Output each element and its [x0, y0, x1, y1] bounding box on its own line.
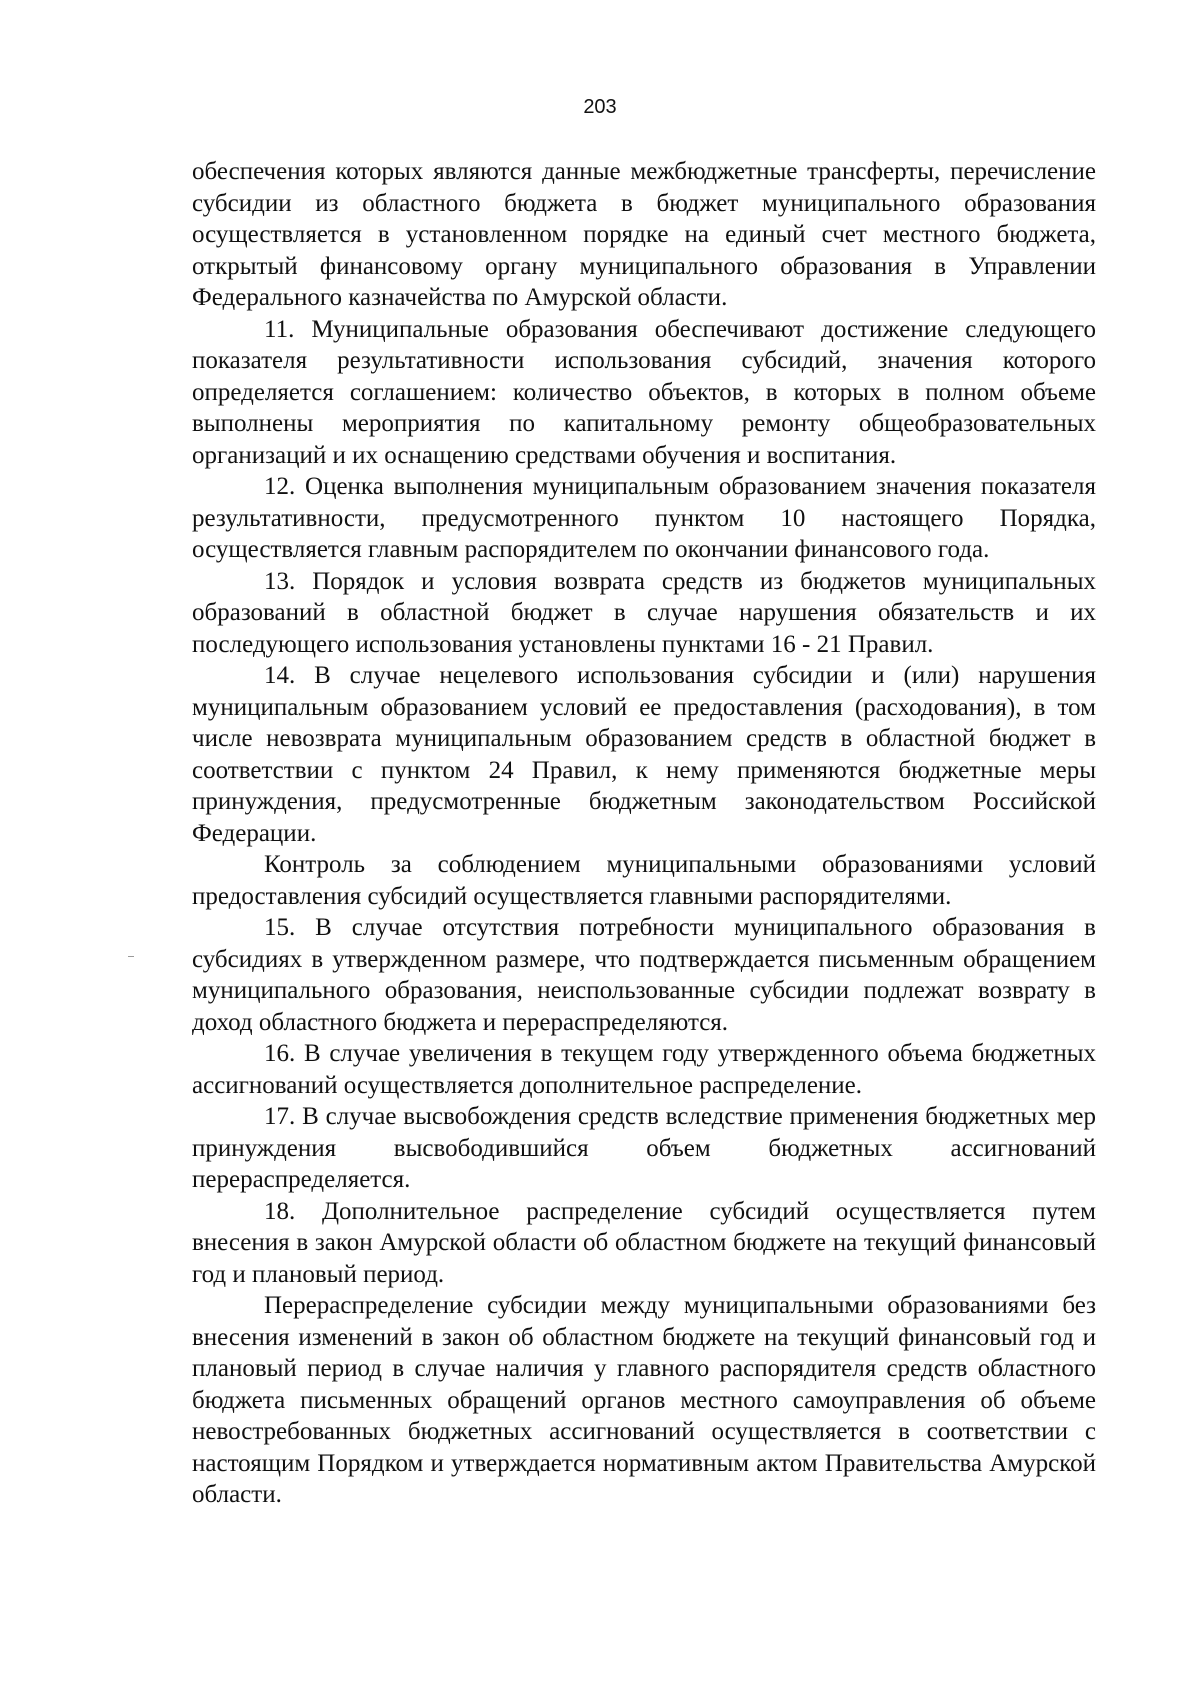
scan-margin-mark — [128, 956, 134, 957]
page-number: 203 — [583, 96, 617, 118]
paragraph-redistribution: Перераспределение субсидии между муниципальными образованиями без внесения изменений в закон об областном бюджете на текущий финансовый год и плановый период в случае наличия у главного распорядителя средств областного бюджета письменных обращений органов местного самоуправления об объеме невостребованных бюджетных ассигнований осуществляется в соответствии с настоящим Порядком и утверждается нормативным актом Правительства Амурской области. — [192, 1292, 1096, 1508]
paragraph-item-12: 12. Оценка выполнения муниципальным образованием значения показателя результативности, предусмотренного пунктом 10 настоящего Порядка, осуществляется главным распорядителем по окончании финансового года. — [192, 473, 1096, 563]
paragraph-item-16: 16. В случае увеличения в текущем году утвержденного объема бюджетных ассигнований осуществляется дополнительное распределение. — [192, 1040, 1096, 1099]
paragraph-item-15: 15. В случае отсутствия потребности муниципального образования в субсидиях в утвержденном размере, что подтверждается письменным обращением муниципального образования, неиспользованные субсидии подлежат возврату в доход областного бюджета и перераспределяются. — [192, 914, 1096, 1036]
paragraph-item-17: 17. В случае высвобождения средств вследствие применения бюджетных мер принуждения высвободившийся объем бюджетных ассигнований перераспределяется. — [192, 1103, 1096, 1193]
paragraph-continuation: обеспечения которых являются данные межбюджетные трансферты, перечисление субсидии из областного бюджета в бюджет муниципального образования осуществляется в установленном порядке на единый счет местного бюджета, открытый финансовому органу муниципального образования в Управлении Федерального казначейства по Амурской области. — [192, 158, 1096, 311]
paragraph-item-18: 18. Дополнительное распределение субсидий осуществляется путем внесения в закон Амурской области об областном бюджете на текущий финансовый год и плановый период. — [192, 1197, 1096, 1288]
document-body — [192, 156, 1096, 1511]
paragraph-control: Контроль за соблюдением муниципальными образованиями условий предоставления субсидий осуществляется главными распорядителями. — [192, 851, 1096, 910]
paragraph-item-11: 11. Муниципальные образования обеспечивают достижение следующего показателя результативности использования субсидий, значения которого определяется соглашением: количество объектов, в которых в полном объеме выполнены мероприятия по капитальному ремонту общеобразовательных организаций и их оснащению средствами обучения и воспитания. — [192, 315, 1096, 469]
paragraph-item-13: 13. Порядок и условия возврата средств из бюджетов муниципальных образований в областной бюджет в случае нарушения обязательств и их последующего использования установлены пунктами 16 - 21 Правил. — [192, 567, 1096, 658]
paragraph-item-14: 14. В случае нецелевого использования субсидии и (или) нарушения муниципальным образованием условий ее предоставления (расходования), в том числе невозврата муниципальным образованием средств в областной бюджет в соответствии с пунктом 24 Правил, к нему применяются бюджетные меры принуждения, предусмотренные бюджетным законодательством Российской Федерации. — [192, 662, 1096, 847]
